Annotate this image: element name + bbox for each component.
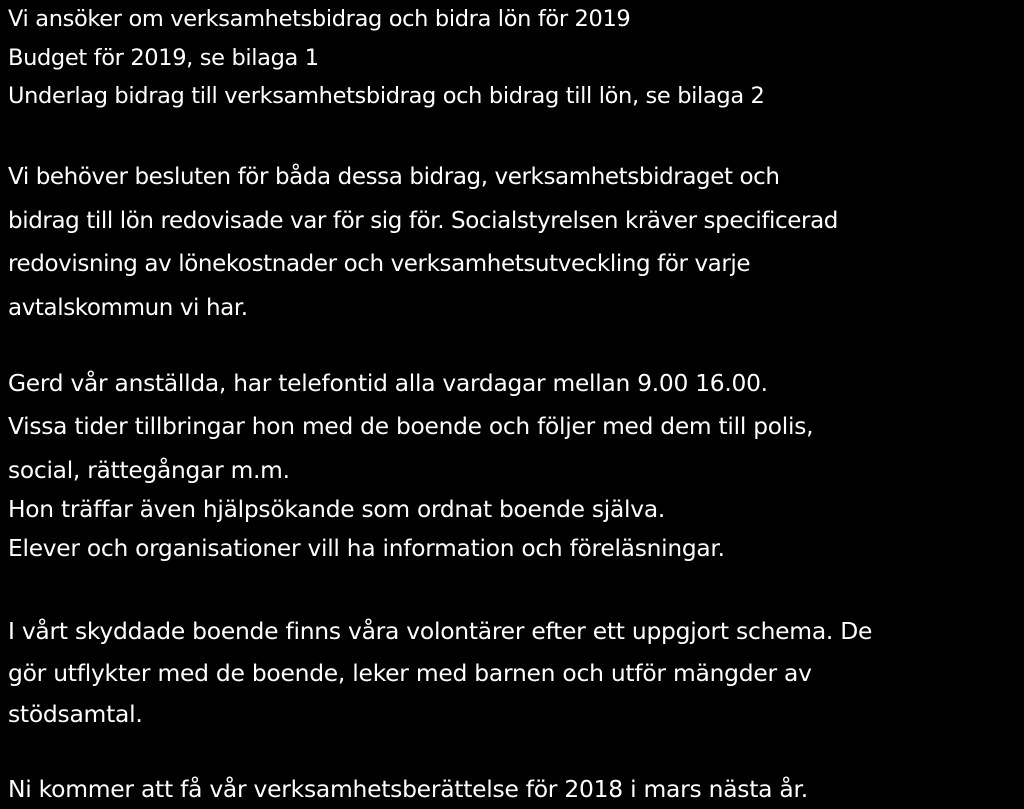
text-line: Vi ansöker om verksamhetsbidrag och bidra lön för 2019 <box>8 6 631 32</box>
text-line: gör utflykter med de boende, leker med barnen och utför mängder av <box>8 659 812 687</box>
text-line: Budget för 2019, se bilaga 1 <box>8 45 319 71</box>
text-line: redovisning av lönekostnader och verksamhetsutveckling för varje <box>8 251 751 277</box>
text-line: avtalskommun vi har. <box>8 295 248 321</box>
text-line: Elever och organisationer vill ha information och föreläsningar. <box>8 535 725 562</box>
text-line: stödsamtal. <box>8 700 143 728</box>
text-line: Vissa tider tillbringar hon med de boende och följer med dem till polis, <box>8 413 814 440</box>
text-line: bidrag till lön redovisade var för sig för. Socialstyrelsen kräver specificerad <box>8 208 838 234</box>
text-line: I vårt skyddade boende finns våra volontärer efter ett uppgjort schema. De <box>8 617 873 645</box>
text-line: Vi behöver besluten för båda dessa bidrag, verksamhetsbidraget och <box>8 164 780 190</box>
text-line: Underlag bidrag till verksamhetsbidrag och bidrag till lön, se bilaga 2 <box>8 83 765 109</box>
text-line: social, rättegångar m.m. <box>8 457 290 484</box>
text-line: Hon träffar även hjälpsökande som ordnat boende själva. <box>8 496 666 523</box>
text-line: Ni kommer att få vår verksamhetsberättelse för 2018 i mars nästa år. <box>8 775 808 803</box>
text-line: Gerd vår anställda, har telefontid alla vardagar mellan 9.00 16.00. <box>8 370 768 397</box>
